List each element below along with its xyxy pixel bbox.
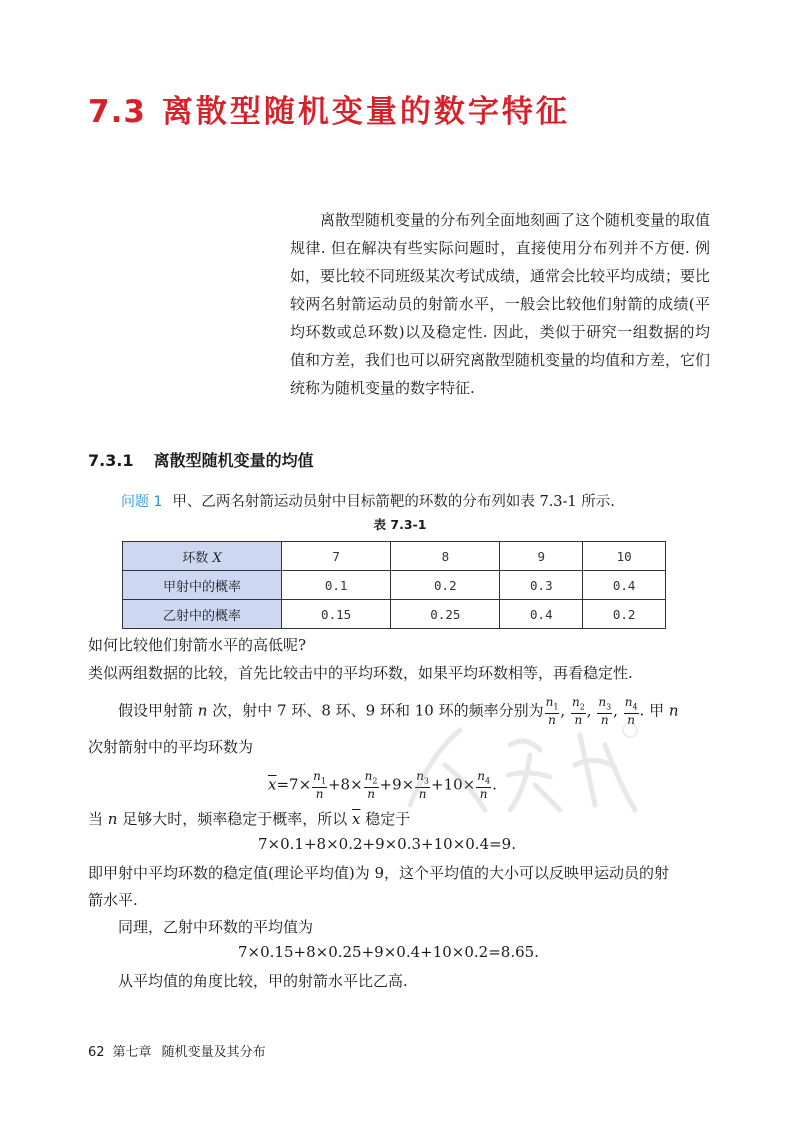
formula-term: +8× xyxy=(327,775,363,794)
frac-n1 xyxy=(312,770,327,801)
page-footer xyxy=(88,1041,266,1060)
table-cell: 10 xyxy=(583,542,666,571)
assumption-line: 假设甲射箭 n 次，射中 7 环、8 环、9 环和 10 环的频率分别为 $\frac{n_1}{n}$ , $\frac{n_2}{n}$ , $\frac{n_3}{n}$ , $\frac{n_4}{n}$ . 甲 n xyxy=(118,695,679,728)
frac-den: n xyxy=(418,787,427,802)
table-cell: 0.4 xyxy=(500,600,583,629)
analogy-line: 类似两组数据的比较，首先比较击中的平均环数，如果平均环数相等，再看稳定性. xyxy=(88,664,633,682)
when-text-a: 当 xyxy=(88,810,104,828)
frac-sub: 3 xyxy=(423,776,430,786)
table-row xyxy=(123,571,666,600)
table-cell: 9 xyxy=(500,542,583,571)
frac-sub: 4 xyxy=(632,702,638,712)
frac-num: n xyxy=(571,695,580,709)
frac-sub: 2 xyxy=(579,702,585,712)
frac-num: n xyxy=(364,769,373,783)
var-n: n xyxy=(107,810,118,828)
table-cell: 0.2 xyxy=(583,600,666,629)
page-number: 62 xyxy=(88,1045,105,1060)
frac-den: n xyxy=(548,713,556,728)
problem-1 xyxy=(121,490,615,511)
problem-text: 甲、乙两名射箭运动员射中目标箭靶的环数的分布列如表 7.3-1 所示. xyxy=(172,494,615,510)
table-row xyxy=(123,600,666,629)
frac-den: n xyxy=(574,713,583,728)
when-text-b: 足够大时，频率稳定于概率，所以 xyxy=(122,810,348,828)
table-cell: 0.2 xyxy=(391,571,500,600)
section-number: 7.3 xyxy=(88,94,146,130)
frac-sub: 2 xyxy=(372,776,378,786)
section-title xyxy=(88,86,570,131)
chapter-title: 随机变量及其分布 xyxy=(161,1045,266,1060)
assume-text-a: 假设甲射箭 xyxy=(118,701,194,720)
formula-term: . xyxy=(492,775,497,794)
formula-term: +9× xyxy=(379,775,415,794)
header-label-text: 环数 xyxy=(182,550,209,566)
similar-line: 同理，乙射中环数的平均值为 xyxy=(118,918,314,936)
table-row-label: 甲射中的概率 xyxy=(123,571,282,600)
frac-num: n xyxy=(416,769,424,783)
frac-num: n xyxy=(477,769,485,783)
table-cell: 0.15 xyxy=(282,600,391,629)
table-header-label xyxy=(123,542,282,571)
section-title-text: 离散型随机变量的数字特征 xyxy=(161,94,570,130)
frac-sub: 1 xyxy=(320,776,326,786)
frac-n2 xyxy=(364,770,379,801)
frac-den: n xyxy=(627,713,635,728)
frac-num: n xyxy=(545,695,554,709)
x-bar: $\overline{x}$ xyxy=(352,810,361,828)
frac-num: n xyxy=(624,695,633,709)
subsection-title-text: 离散型随机变量的均值 xyxy=(153,451,314,470)
table-row-label: 乙射中的概率 xyxy=(123,600,282,629)
frac-den: n xyxy=(315,787,324,802)
table-cell: 0.4 xyxy=(583,571,666,600)
table-cell: 0.25 xyxy=(391,600,500,629)
frac-num: n xyxy=(598,695,607,709)
formula-b: 7×0.15+8×0.25+9×0.4+10×0.2=8.65. xyxy=(238,943,539,961)
header-variable: X xyxy=(212,550,222,566)
frac-sub: 4 xyxy=(484,776,491,786)
frac-sub: 3 xyxy=(606,702,612,712)
table-cell: 8 xyxy=(391,542,500,571)
final-line: 从平均值的角度比较，甲的射箭水平比乙高. xyxy=(118,972,408,990)
table-cell: 0.1 xyxy=(282,571,391,600)
problem-label: 问题 1 xyxy=(121,494,163,510)
conclusion-line-1: 即甲射中平均环数的稳定值(理论平均值)为 9，这个平均值的大小可以反映甲运动员的射 xyxy=(88,864,670,882)
formula-a: 7×0.1+8×0.2+9×0.3+10×0.4=9. xyxy=(258,835,516,853)
var-n: n xyxy=(197,701,208,720)
assume-text-b: 次，射中 7 环、8 环、9 环和 10 环的频率分别为 xyxy=(212,701,544,720)
table-caption: 表 7.3-1 xyxy=(373,517,427,532)
formula-term: +10× xyxy=(431,775,476,794)
table-cell: 0.3 xyxy=(500,571,583,600)
formula-term: =7× xyxy=(276,775,312,794)
subsection-title xyxy=(88,448,314,471)
average-intro-line: 次射箭射中的平均环数为 xyxy=(88,738,254,756)
frac-num: n xyxy=(313,769,321,783)
intro-paragraph: 离散型随机变量的分布列全面地刻画了这个随机变量的取值规律. 但在解决有些实际问题时，直接使用分布列并不方便. 例如，要比较不同班级某次考试成绩，通常会比较平均成绩；要比较两名射箭运动员的射箭水平，一般会比较他们射箭的成绩(平均环数或总环数)以及稳定性. 因此，类似于研究一组数据的均值和方差，我们也可以研究离散型随机变量的均值和方差，它们统称为随机变量的数字特征. xyxy=(290,211,711,397)
conclusion-line-2: 箭水平. xyxy=(88,891,138,909)
frac-sub: 1 xyxy=(553,702,559,712)
publisher-watermark xyxy=(390,715,650,825)
distribution-table xyxy=(122,541,666,629)
when-line xyxy=(88,808,410,829)
question-line: 如何比较他们射箭水平的高低呢? xyxy=(88,636,307,654)
subsection-number: 7.3.1 xyxy=(88,451,134,470)
table-header-row xyxy=(123,542,666,571)
frac-den: n xyxy=(367,787,375,802)
x-bar: $\overline{x}$ xyxy=(268,775,277,794)
var-n: n xyxy=(668,701,679,720)
chapter-label: 第七章 xyxy=(112,1045,152,1060)
table-cell: 7 xyxy=(282,542,391,571)
when-text-c: 稳定于 xyxy=(365,810,411,828)
frac-den: n xyxy=(479,787,488,802)
frac-den: n xyxy=(600,713,609,728)
assume-text-c: . 甲 xyxy=(639,701,665,720)
